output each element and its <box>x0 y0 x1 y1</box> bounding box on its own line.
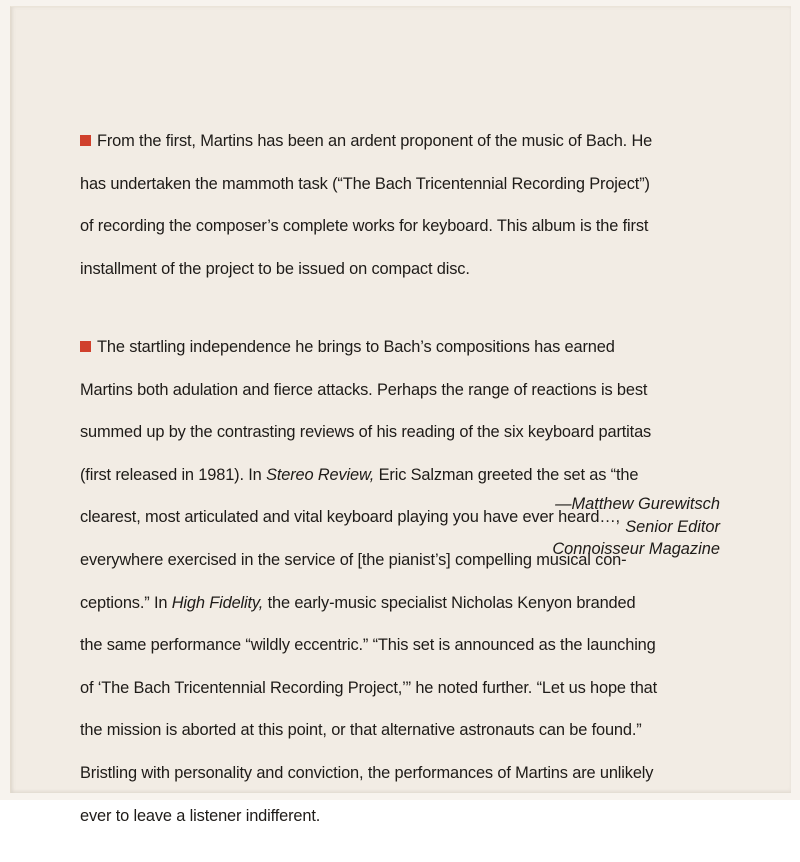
paragraph-1 <box>80 110 735 302</box>
paragraph-2-line-6: everywhere exercised in the service of [the pianist’s] compelling musical con- <box>80 550 627 569</box>
paragraph-2-line-5: clearest, most articulated and vital keyboard playing you have ever heard…, <box>80 508 620 527</box>
paragraph-2-line-1-text: The startling independence he brings to Bach’s compositions has earned <box>97 337 615 356</box>
paragraph-1-line-3: of recording the composer’s complete works for keyboard. This album is the first <box>80 217 649 236</box>
attribution-block <box>552 493 720 561</box>
paragraph-2-line-4 <box>80 465 735 486</box>
paragraph-1-line-2: has undertaken the mammoth task (“The Bach Tricentennial Recording Project”) <box>80 174 650 193</box>
paragraph-2-line-8: the same performance “wildly eccentric.” “This set is announced as the launching <box>80 636 656 655</box>
paragraph-2-line-1 <box>80 337 735 358</box>
paragraph-2-line-10: the mission is aborted at this point, or that alternative astronauts can be found.” <box>80 721 642 740</box>
publication-title-stereo-review: Stereo Review, <box>266 465 375 484</box>
publication-title-high-fidelity: High Fidelity, <box>171 593 264 612</box>
paragraph-2-line-7 <box>80 593 735 614</box>
paragraph-1-line-1 <box>80 131 735 152</box>
text-run: (first released in 1981). In <box>80 465 267 484</box>
red-square-bullet-icon <box>80 341 91 352</box>
text-run: ceptions.” In <box>80 593 172 612</box>
red-square-bullet-icon <box>80 135 91 146</box>
publication-name: Connoisseur Magazine <box>552 540 720 558</box>
author-title: Senior Editor <box>625 517 720 536</box>
author-name: —Matthew Gurewitsch <box>555 495 720 513</box>
liner-notes-body <box>80 110 735 862</box>
paragraph-1-line-4: installment of the project to be issued on compact disc. <box>80 260 470 279</box>
paragraph-2-line-3: summed up by the contrasting reviews of his reading of the six keyboard partitas <box>80 423 652 442</box>
paragraph-2-line-11: Bristling with personality and conviction, the performances of Martins are unlikely <box>80 763 654 782</box>
paragraph-2-line-12: ever to leave a listener indifferent. <box>80 806 321 825</box>
paragraph-1-line-1-text: From the first, Martins has been an ardent proponent of the music of Bach. He <box>97 132 653 151</box>
paragraph-2-line-9: of ‘The Bach Tricentennial Recording Project,’” he noted further. “Let us hope that <box>80 678 658 697</box>
text-run: the early-music specialist Nicholas Kenyon branded <box>263 593 636 612</box>
paragraph-2 <box>80 316 735 848</box>
paragraph-2-line-2: Martins both adulation and fierce attacks. Perhaps the range of reactions is best <box>80 380 648 399</box>
text-run: Eric Salzman greeted the set as “the <box>374 465 639 484</box>
